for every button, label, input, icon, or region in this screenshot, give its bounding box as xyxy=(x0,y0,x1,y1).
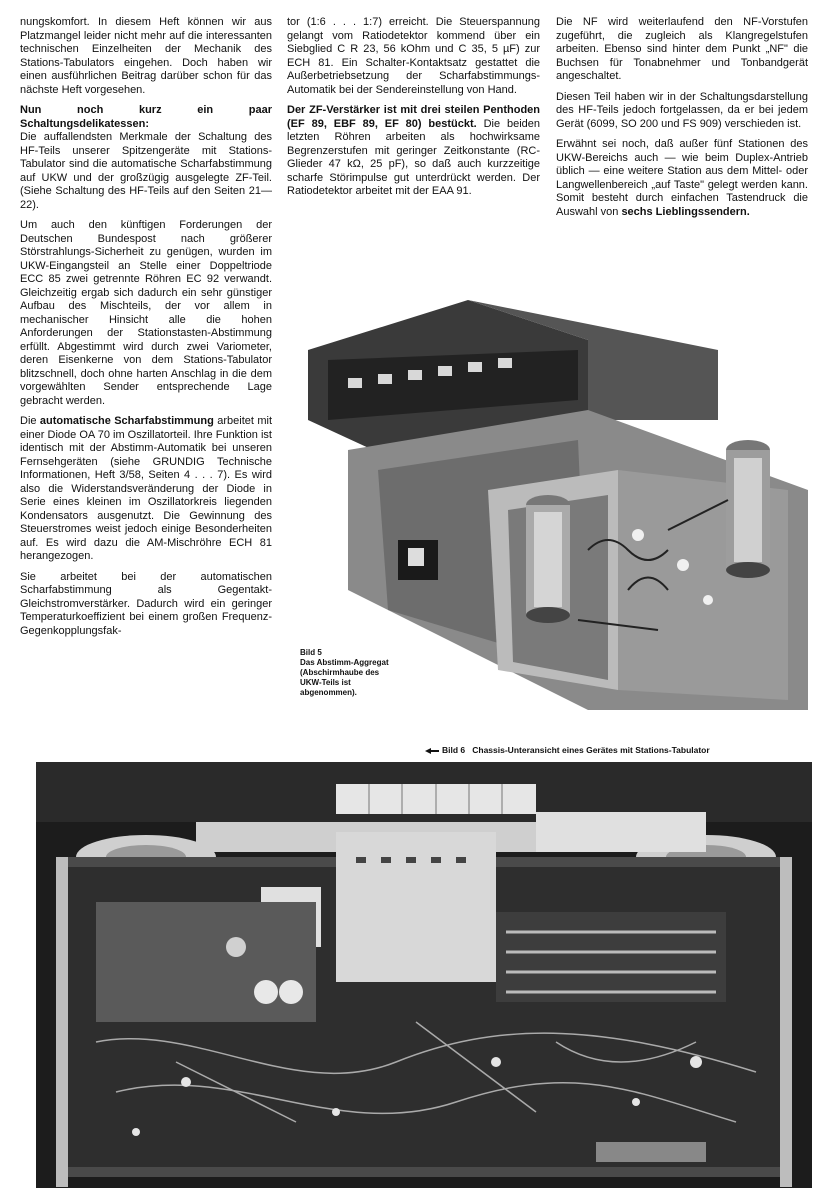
text-column-1 xyxy=(20,16,272,645)
bold-term: automatische Scharfabstimmung xyxy=(39,415,214,427)
bold-term: sechs Lieblingssendern. xyxy=(621,205,750,218)
paragraph: Diesen Teil haben wir in der Schaltungsdarstellung des HF-Teils jedoch fortgelassen, da er bei jedem Gerät (6099, SO 200 und FS 909) verschieden ist. xyxy=(556,90,808,130)
paragraph: Die NF wird weiterlaufend den NF-Vorstufen zugeführt, die zugleich als Klangregelstufen arbeiten. Ebenso sind hinter dem Punkt „NF" die Buchsen für Tonabnehmer und Tonbandgerät angeschaltet. xyxy=(556,16,808,82)
section-heading: Nun noch kurz ein paar Schaltungsdelikatessen: xyxy=(20,104,272,130)
paragraph: tor (1:6 . . . 1:7) erreicht. Die Steuerspannung gelangt vom Ratiodetektor kommend über ein Siebglied C R 23, 56 kOhm und C 35, 5 µF) zur ECH 81. Ein Schalter-Kontaktsatz gestattet die Außerbetriebsetzung der Scharfabstimmungs-Automatik bei der Sendereinstellung von Hand. xyxy=(287,16,540,96)
paragraph: Die auffallendsten Merkmale der Schaltung des HF-Teils unserer Spitzengeräte mit Stations-Tabulator sind die automatische Scharfabstimmung auf UKW und der großzügig ausgelegte ZF-Teil. (Siehe Schaltung des HF-Teils auf den Seiten 21—22). xyxy=(20,131,272,211)
paragraph: Erwähnt sei noch, daß außer fünf Stationen des UKW-Bereichs auch — wie beim Duplex-Antrieb üblich — eine weitere Station aus dem Mittel- oder Langwellenbereich „auf Taste" gelegt werden kann. Somit besteht durch einfachen Tastendruck die Auswahl von sechs Lieblingssendern. xyxy=(556,138,808,218)
figure-5-caption: Bild 5 Das Abstimm-Aggregat (Abschirmhaube des UKW-Teils ist abgenommen). xyxy=(300,648,389,697)
text-column-2 xyxy=(287,16,540,206)
paragraph: nungskomfort. In diesem Heft können wir aus Platzmangel leider nicht mehr auf die interessanten technischen Einzelheiten der Mechanik des Stations-Tabulators eingehen. Doch haben wir einen ausführlichen Beitrag darüber schon für das nächste Heft vorgesehen. xyxy=(20,16,272,96)
figure-label: Bild 6 xyxy=(442,745,466,755)
figure-6-caption: Bild 6 Chassis-Unteransicht eines Gerätes mit Stations-Tabulator xyxy=(425,745,710,755)
paragraph: Der ZF-Verstärker ist mit drei steilen Penthoden (EF 89, EBF 89, EF 80) bestückt. Die beiden letzten Röhren arbeiten als hochwirksame Begrenzerstufen mit geringer Zeitkonstante (RC-Glieder 47 kΩ, 25 pF), so daß auch kurzzeitige scharfe Störimpulse gut unterdrückt werden. Der Ratiodetektor arbeitet mit der EAA 91. xyxy=(287,104,540,197)
bold-term: Der ZF-Verstärker ist mit drei steilen Penthoden (EF 89, EBF 89, EF 80) bestückt. xyxy=(287,104,540,130)
figure-label: Bild 5 xyxy=(300,648,322,657)
paragraph: Die automatische Scharfabstimmung arbeitet mit einer Diode OA 70 im Oszillatorteil. Ihre Funktion ist identisch mit der Abstimm-Automatik bei unseren Fernsehgeräten (siehe GRUNDIG Technische Informationen, Heft 3/58, Seiten 4 . . . 7). Es wird also die Widerstandsveränderung der Diode in Serie eines kleinen im Oszillatorkreis liegenden Kondensators ausgenutzt. Die Gewinnung des Steuerstromes weist jedoch einige Besonderheiten auf. Es wird dazu die AM-Mischröhre ECH 81 herangezogen. xyxy=(20,415,272,562)
paragraph: Um auch den künftigen Forderungen der Deutschen Bundespost nach größerer Störstrahlungs-Sicherheit zu genügen, wurden im UKW-Eingangsteil an Stelle einer Doppeltriode ECC 85 zwei getrennte Röhren EC 92 verwandt. Gleichzeitig ergab sich dadurch ein sehr günstiger Aufbau des Mischteils, der vor allem in mechanischer Hinsicht alle die hohen Anforderungen der Stationstasten-Abstimmung erfüllt. Abgestimmt wird durch zwei Variometer, deren Eisenkerne von dem Stations-Tabulator blitzschnell, doch ohne harten Anschlag in die dem vorgewählten Sender entsprechende Lage gebracht werden. xyxy=(20,219,272,407)
paragraph: Sie arbeitet bei der automatischen Scharfabstimmung als Gegentakt-Gleichstromverstärker. Dadurch wird ein geringer Temperaturkoeffizient bei einem großen Frequenz-Gegenkopplungsfak- xyxy=(20,570,272,637)
text-column-3 xyxy=(556,16,808,226)
chassis-underside-photo xyxy=(36,762,812,1188)
arrow-left-icon xyxy=(425,748,439,754)
